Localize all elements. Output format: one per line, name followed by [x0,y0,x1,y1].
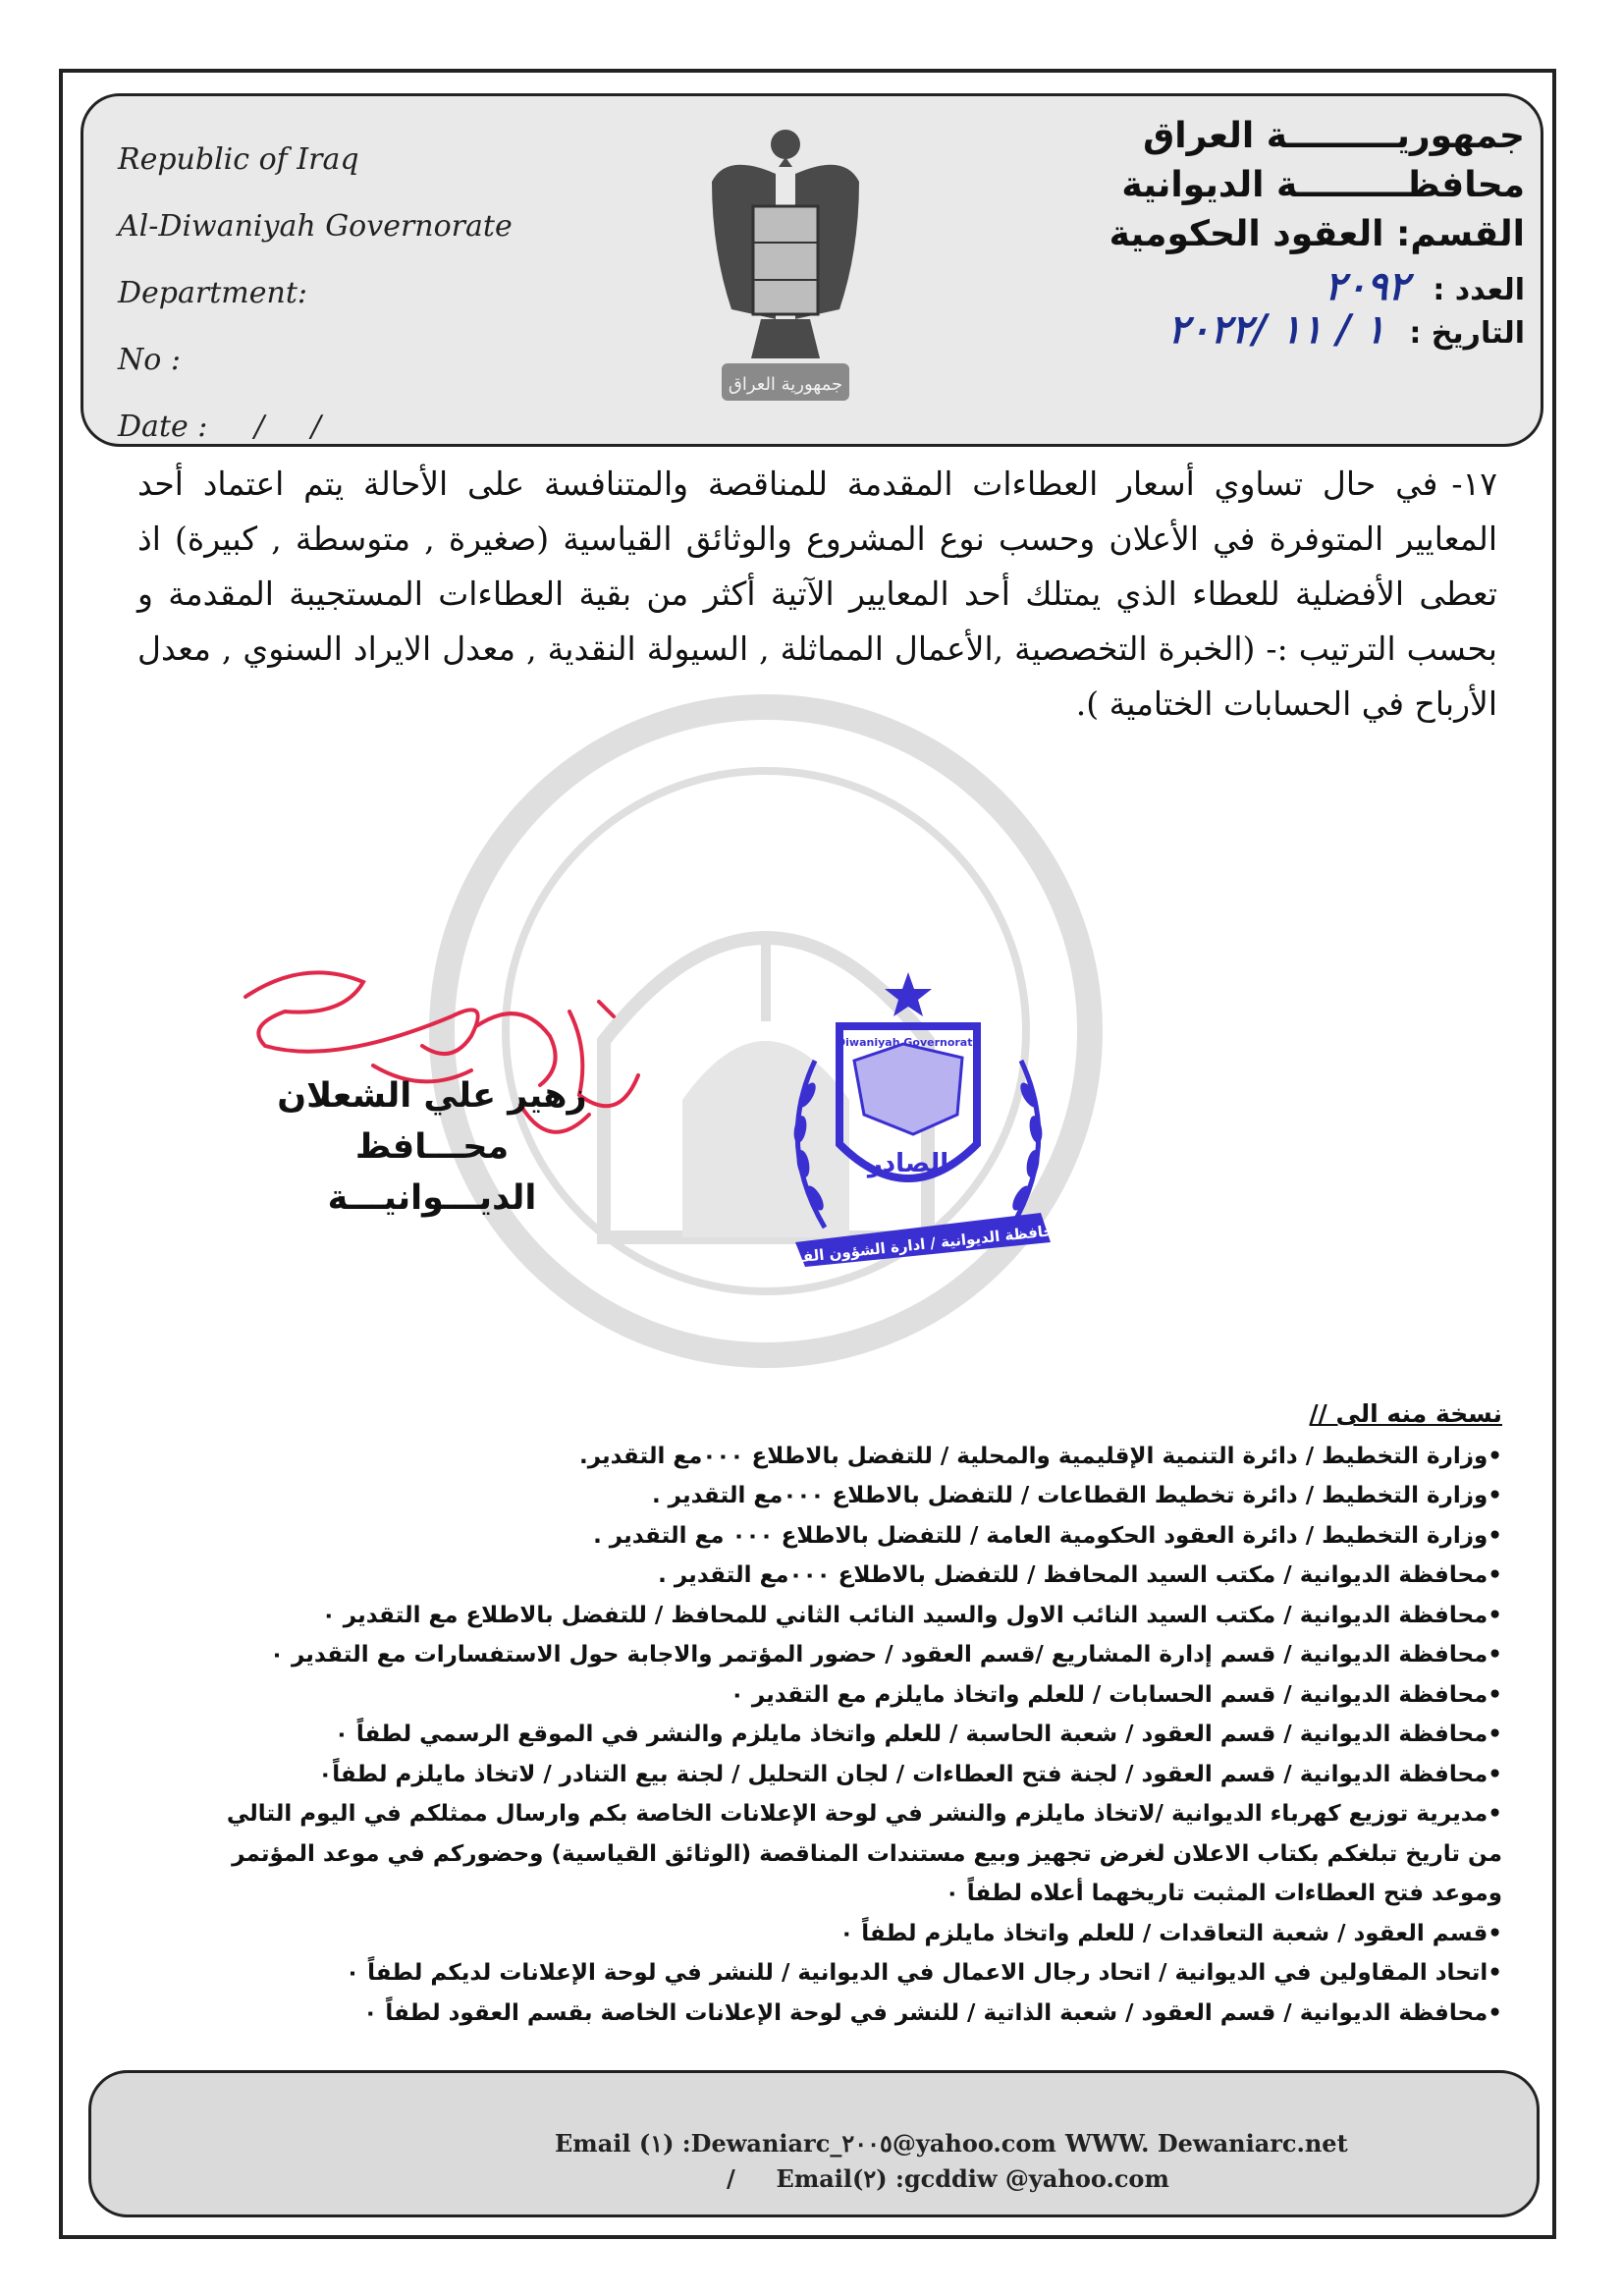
country-en: Republic of Iraq [118,142,359,177]
copies-title: نسخة منه الى // [1309,1399,1502,1428]
number-en: No : [118,343,181,377]
list-item: • وزارة التخطيط / دائرة تخطيط القطاعات / للتفضل بالاطلاع ٠٠٠مع التقدير . [206,1476,1502,1516]
clause-17 [137,457,1497,732]
department-en: Department: [118,276,307,310]
stamp-top-text: Diwaniyah Governorate [837,1036,980,1049]
list-item: • محافظة الديوانية / قسم العقود / شعبة الحاسبة / للعلم واتخاذ مايلزم والنشر في الموقع الرسمي لطفاً ٠ [206,1715,1502,1755]
list-item: • اتحاد المقاولين في الديوانية / اتحاد رجال الاعمال في الديوانية / للنشر في لوحة الإعلانات لديكم لطفاً ٠ [206,1953,1502,1994]
date-value: ١ / ١١ /٢٠٢٢ [1167,306,1385,353]
list-item: • قسم العقود / شعبة التعاقدات / للعلم واتخاذ مايلزم لطفاً ٠ [206,1914,1502,1954]
governorate-ar: محافظـــــــــة الديوانية [1121,165,1525,205]
country-ar: جمهوريـــــــــة العراق [1143,116,1525,156]
letterhead-arabic [1109,116,1525,353]
footer-email-2: / Email(٢) :gcddiw @yahoo.com [727,2164,1169,2193]
list-item: • وزارة التخطيط / دائرة التنمية الإقليمية والمحلية / للتفضل بالاطلاع ٠٠٠مع التقدير. [206,1437,1502,1477]
footer-email-1: Email (١) :Dewaniarc_٢٠٠٥@yahoo.com [555,2129,1056,2158]
date-label: التاريخ : [1409,316,1525,351]
emblem-scroll-text: جمهورية العراق [728,374,843,395]
date-row [1109,306,1525,353]
list-item: • محافظة الديوانية / قسم إدارة المشاريع /قسم العقود / حضور المؤتمر والاجابة حول الاستفسارات مع التقدير ٠ [206,1635,1502,1675]
list-item: • وزارة التخطيط / دائرة العقود الحكومية العامة / للتفضل بالاطلاع ٠٠٠ مع التقدير . [206,1516,1502,1557]
stamp-center-text: الصادر [867,1149,949,1178]
list-item: • محافظة الديوانية / قسم الحسابات / للعلم واتخاذ مايلزم مع التقدير ٠ [206,1675,1502,1716]
list-item: • محافظة الديوانية / قسم العقود / شعبة الذاتية / للنشر في لوحة الإعلانات الخاصة بقسم العقود لطفاً ٠ [206,1994,1502,2034]
list-item: • مديرية توزيع كهرباء الديوانية /لاتخاذ مايلزم والنشر في لوحة الإعلانات الخاصة بكم وارسال ممثلكم في اليوم التالي من تاريخ تبلغكم بكتاب الاعلان لغرض تجهيز وبيع مستندات المناقصة (الوثائق القياسية) وحضوركم في موعد المؤتمر وموعد فتح العطاءات المثبت تاريخهما أعلاه لطفاً ٠ [206,1794,1502,1914]
clause-text: في حال تساوي أسعار العطاءات المقدمة للمناقصة والمتنافسة على الأحالة يتم اعتماد أحد المعايير المتوفرة في الأعلان وحسب نوع المشروع والوثائق القياسية (صغيرة , متوسطة , كبيرة) اذ تعطى الأفضلية للعطاء الذي يمتلك أحد المعايير الآتية أكثر من بقية العطاءات المستجيبة المقدمة و بحسب الترتيب :- (الخبرة التخصصية ,الأعمال المماثلة , السيولة النقدية , معدل الايراد السنوي , معدل الأرباح في الحسابات الختامية ). [137,465,1497,723]
clause-number: ١٧- [1451,465,1497,503]
stamp-bottom-text: محافظة الديوانية / ادارة الشؤون الفنية [781,1221,1064,1268]
letterhead-english [118,142,513,476]
list-item: • محافظة الديوانية / مكتب السيد النائب الاول والسيد النائب الثاني للمحافظ / للتفضل بالاطلاع مع التقدير ٠ [206,1596,1502,1636]
copies-list [206,1394,1502,2033]
number-row [1109,263,1525,309]
number-label: العدد : [1433,273,1525,307]
signatory-title: محـــافظ الديـــوانيـــة [327,1127,537,1218]
issued-stamp [756,967,1080,1291]
list-item: • محافظة الديوانية / قسم العقود / لجنة فتح العطاءات / لجان التحليل / لجنة بيع التنادر / لاتخاذ مايلزم لطفاً٠ [206,1755,1502,1795]
signatory-name: زهير علي الشعلان [277,1076,587,1116]
governorate-en: Al-Diwaniyah Governorate [118,209,513,244]
signatory [255,1070,609,1224]
iraq-eagle-emblem [692,113,879,417]
department-ar: القسم: العقود الحكومية [1109,214,1525,254]
number-value: ٢٠٩٢ [1324,263,1409,309]
list-item: • محافظة الديوانية / مكتب السيد المحافظ / للتفضل بالاطلاع ٠٠٠مع التقدير . [206,1556,1502,1596]
date-en: Date : / / [118,410,321,444]
footer-website: WWW. Dewaniarc.net [1065,2129,1348,2158]
